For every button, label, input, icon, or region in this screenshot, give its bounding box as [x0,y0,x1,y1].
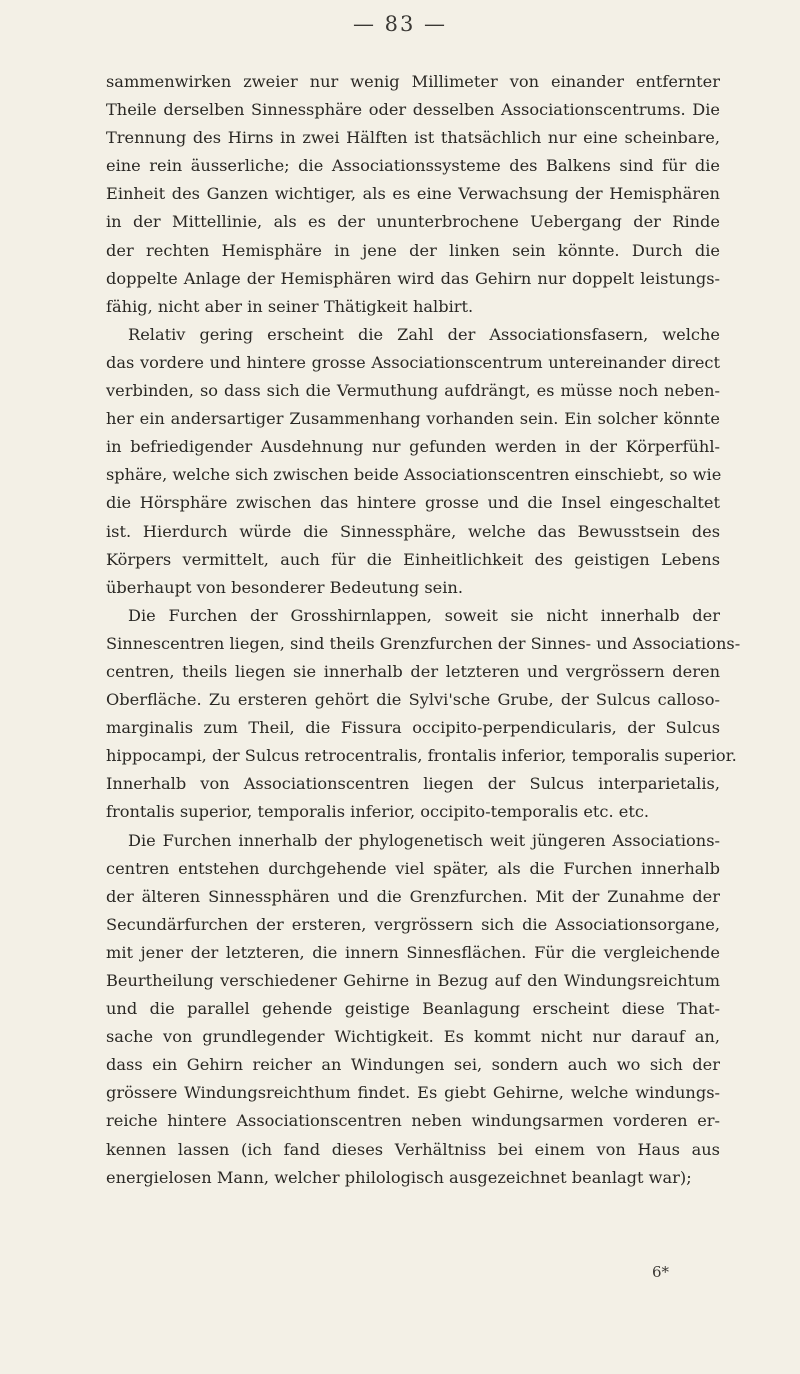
text-line: Beurtheilung verschiedener Gehirne in Bezug auf den Windungsreichtum [106,971,720,990]
text-line: ist. Hierdurch würde die Sinnessphäre, welche das Bewusstsein des [106,521,720,541]
text-line: hippocampi, der Sulcus retrocentralis, frontalis inferior, temporalis superior. [106,746,737,766]
text-line: der rechten Hemisphäre in jene der linken sein könnte. Durch die [106,240,720,260]
text-line: frontalis superior, temporalis inferior, occipito-temporalis etc. etc. [106,802,650,822]
text-line: Trennung des Hirns in zwei Hälften ist thatsächlich nur eine scheinbare, [106,128,720,148]
text-line: sphäre, welche sich zwischen beide Associationscentren einschiebt, so wie [106,465,722,485]
text-line: in der Mittellinie, als es der ununterbrochene Uebergang der Rinde [106,212,720,232]
text-line: Relativ gering erscheint die Zahl der Associationsfasern, welche [128,324,720,344]
text-line: und die parallel gehende geistige Beanlagung erscheint diese That- [106,999,720,1019]
text-line: das vordere und hintere grosse Associationscentrum untereinander direct [106,352,720,372]
text-line: eine rein äusserliche; die Associationssysteme des Balkens sind für die [106,156,720,176]
text-line: energielosen Mann, welcher philologisch ausgezeichnet beanlagt war); [106,1167,692,1187]
signature-mark: 6* [652,1263,670,1281]
text-line: marginalis zum Theil, die Fissura occipito-perpendicularis, der Sulcus [106,718,720,738]
text-line: der älteren Sinnessphären und die Grenzfurchen. Mit der Zunahme der [106,886,720,906]
text-line: grössere Windungsreichthum findet. Es giebt Gehirne, welche windungs- [106,1083,720,1103]
text-line: verbinden, so dass sich die Vermuthung aufdrängt, es müsse noch neben- [106,381,720,401]
text-line: Secundärfurchen der ersteren, vergrössern sich die Associationsorgane, [106,914,720,934]
text-line: fähig, nicht aber in seiner Thätigkeit halbirt. [106,296,474,316]
text-line: überhaupt von besonderer Bedeutung sein. [106,577,463,597]
body-text [106,68,741,1192]
text-line: Die Furchen innerhalb der phylogenetisch weit jüngeren Associations- [128,830,720,850]
text-line: kennen lassen (ich fand dieses Verhältniss bei einem von Haus aus [106,1139,720,1159]
text-line: doppelte Anlage der Hemisphären wird das Gehirn nur doppelt leistungs- [106,268,720,288]
text-line: centren, theils liegen sie innerhalb der letzteren und vergrössern deren [106,661,720,681]
text-line: Theile derselben Sinnessphäre oder desselben Associationscentrums. Die [106,100,720,120]
text-line: Innerhalb von Associationscentren liegen der Sulcus interparietalis, [106,774,720,794]
text-line: die Hörsphäre zwischen das hintere grosse und die Insel eingeschaltet [106,493,720,513]
text-line: in befriedigender Ausdehnung nur gefunden werden in der Körperfühl- [106,437,720,457]
text-line: Einheit des Ganzen wichtiger, als es eine Verwachsung der Hemisphären [106,184,720,204]
text-line: Körpers vermittelt, auch für die Einheitlichkeit des geistigen Lebens [106,549,720,569]
text-line: mit jener der letzteren, die innern Sinnesflächen. Für die vergleichende [106,942,720,962]
text-line: Sinnescentren liegen, sind theils Grenzfurchen der Sinnes- und Associations- [106,633,741,653]
page-number-header: — 83 — [352,12,448,36]
text-line: dass ein Gehirn reicher an Windungen sei, sondern auch wo sich der [106,1055,720,1075]
text-line: Oberfläche. Zu ersteren gehört die Sylvi'sche Grube, der Sulcus calloso- [106,690,720,710]
text-line: reiche hintere Associationscentren neben windungsarmen vorderen er- [106,1111,720,1131]
text-line: sache von grundlegender Wichtigkeit. Es kommt nicht nur darauf an, [106,1027,720,1047]
text-line: sammenwirken zweier nur wenig Millimeter von einander entfernter [106,72,720,91]
text-line: Die Furchen der Grosshirnlappen, soweit sie nicht innerhalb der [128,605,720,625]
text-line: her ein andersartiger Zusammenhang vorhanden sein. Ein solcher könnte [106,409,720,429]
text-line: centren entstehen durchgehende viel später, als die Furchen innerhalb [106,858,720,878]
